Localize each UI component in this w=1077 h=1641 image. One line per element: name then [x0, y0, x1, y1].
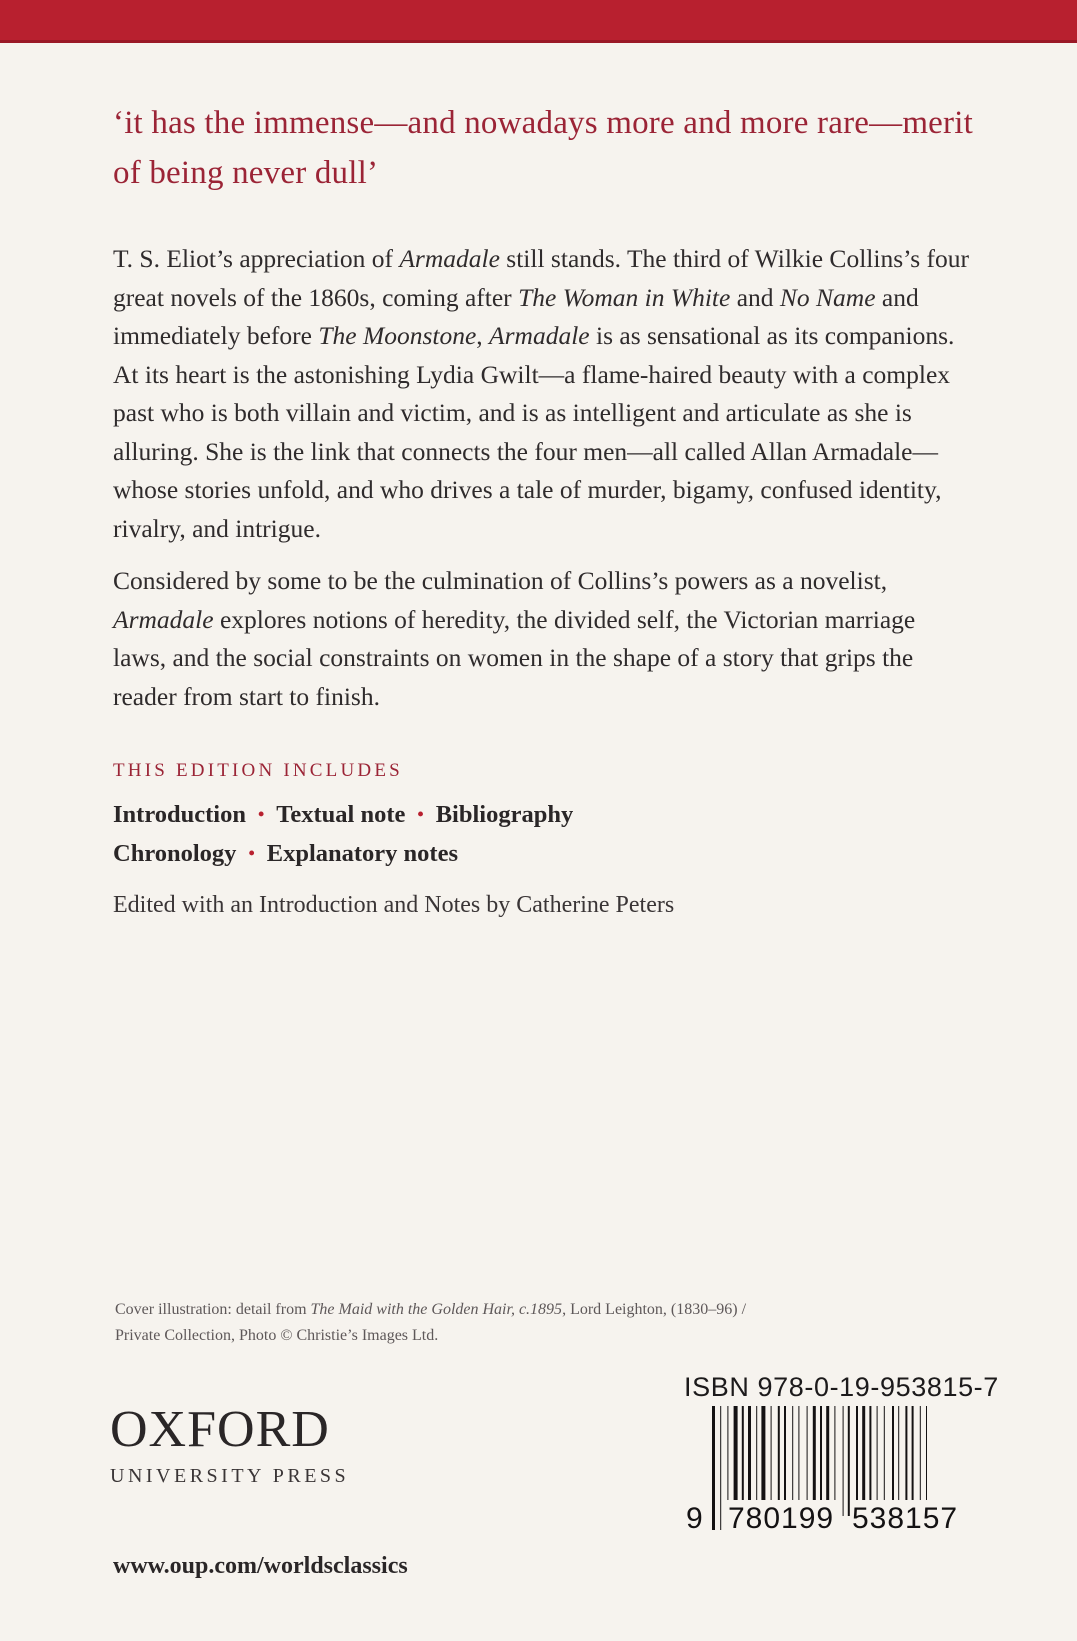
website-url: www.oup.com/worldsclassics	[113, 1553, 408, 1579]
isbn-barcode-block	[684, 1372, 1004, 1530]
edition-includes-row-2	[113, 835, 973, 874]
credit-text-a: Cover illustration: detail from	[115, 1301, 311, 1318]
p1-text-d: and immediately before	[113, 282, 919, 350]
p1-text-a: T. S. Eliot’s appreciation of	[113, 244, 400, 273]
credit-text-b: , Lord Leighton, (1830–96) / Private Collection, Photo © Christie’s Images Ltd.	[115, 1301, 747, 1344]
barcode-bar	[877, 1406, 878, 1516]
barcode-icon	[684, 1406, 1004, 1530]
p1-text-f: is as sensational as its companions. At its heart is the astonishing Lydia Gwilt—a flame-haired beauty with a complex past who is both villain and victim, and is as intelligent and articulate as she is alluring. She is the link that connects the four men—all called Allan Armadale—whose stories unfold, and who drives a tale of murder, bigamy, confused identity, rivalry, and intrigue.	[113, 321, 955, 543]
barcode-bar	[862, 1406, 865, 1516]
barcode-bar	[748, 1406, 751, 1516]
barcode-digits-left: 780199	[728, 1502, 835, 1530]
barcode-bar	[792, 1406, 793, 1516]
title-no-name: No Name	[779, 282, 876, 312]
barcode-bar	[813, 1406, 816, 1516]
p2-text-b: explores notions of heredity, the divided self, the Victorian marriage laws, and the social constraints on women in the shape of a story that grips the reader from start to finish.	[113, 604, 916, 711]
isbn-label: ISBN 978-0-19-953815-7	[684, 1372, 999, 1402]
edition-item-introduction: Introduction	[113, 801, 246, 828]
p1-text-b: still stands. The third of Wilkie Collins’s four great novels of the 1860s, coming after	[113, 244, 969, 312]
barcode-bar	[778, 1406, 780, 1516]
painting-title: The Maid with the Golden Hair, c.1895	[310, 1301, 563, 1318]
pull-quote: ‘it has the immense—and nowadays more and more rare—merit of being never dull’	[113, 105, 973, 191]
p1-text-e: ,	[476, 321, 490, 350]
barcode-bar	[869, 1406, 871, 1516]
barcode-bar	[920, 1406, 921, 1516]
barcode-bar	[898, 1406, 899, 1516]
barcode-bar	[734, 1406, 738, 1516]
back-cover-text	[113, 98, 973, 922]
oup-logo	[110, 1402, 349, 1490]
title-armadale-3: Armadale	[113, 604, 214, 634]
top-color-band	[0, 0, 1077, 43]
barcode-bar	[798, 1406, 799, 1516]
barcode-bar	[771, 1406, 772, 1516]
barcode-digits-right: 538157	[852, 1502, 959, 1530]
barcode-bar	[727, 1406, 728, 1516]
barcode-bar	[856, 1406, 858, 1516]
barcode-bar	[905, 1406, 907, 1516]
barcode-bar	[892, 1406, 894, 1516]
description-paragraph-2	[113, 562, 973, 716]
barcode-bar	[807, 1406, 808, 1516]
description-paragraph-1	[113, 240, 973, 548]
bullet-separator: •	[417, 804, 424, 824]
title-moonstone: The Moonstone	[318, 321, 477, 350]
barcode-digit-first: 9	[686, 1502, 703, 1530]
barcode-bar	[761, 1406, 765, 1516]
barcode-bar	[912, 1406, 914, 1516]
edition-item-chronology: Chronology	[113, 840, 237, 867]
edition-item-bibliography: Bibliography	[435, 801, 574, 828]
oup-logo-subtitle: UNIVERSITY PRESS	[110, 1465, 350, 1487]
edition-item-explanatory-notes: Explanatory notes	[266, 840, 459, 867]
title-armadale: Armadale	[399, 244, 500, 273]
title-armadale-2: Armadale	[489, 321, 590, 350]
title-woman-in-white: The Woman in White	[518, 282, 731, 312]
barcode-bar	[720, 1406, 721, 1530]
edition-item-textual-note: Textual note	[276, 801, 406, 828]
edition-heading: THIS EDITION INCLUDES	[113, 760, 403, 781]
oup-logo-name: OXFORD	[110, 1401, 330, 1458]
cover-illustration-credit	[115, 1297, 755, 1349]
barcode-bar	[742, 1406, 744, 1516]
bullet-separator: •	[257, 804, 265, 824]
bullet-separator: •	[248, 843, 255, 863]
p2-text-a: Considered by some to be the culmination of Collins’s powers as a novelist,	[113, 566, 888, 595]
barcode-bar	[848, 1406, 850, 1516]
barcode-bar	[712, 1406, 715, 1530]
barcode-bar	[784, 1406, 786, 1516]
barcode-bar	[756, 1406, 757, 1516]
p1-text-c: and	[730, 282, 780, 312]
edited-by-line: Edited with an Introduction and Notes by Catherine Peters	[113, 892, 675, 918]
edition-includes-row-1	[113, 796, 973, 835]
barcode-bar	[834, 1406, 835, 1516]
barcode-bar	[884, 1406, 885, 1516]
barcode-bar	[843, 1406, 844, 1516]
